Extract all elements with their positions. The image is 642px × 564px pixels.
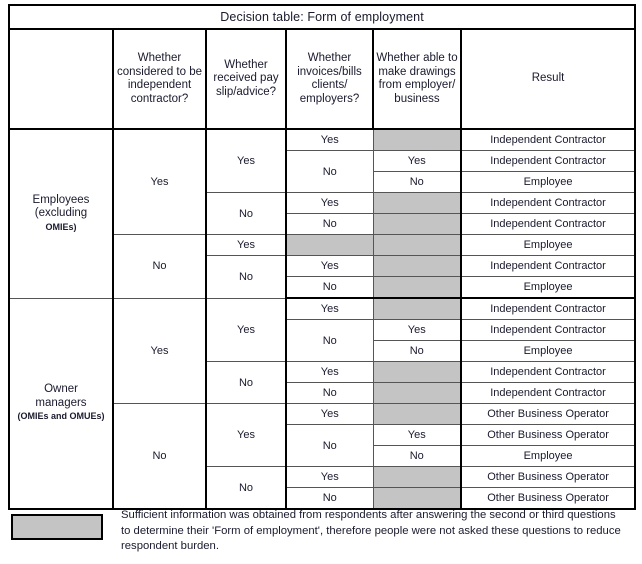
cell-result: Other Business Operator	[461, 488, 635, 510]
legend-text: Sufficient information was obtained from respondents after answering the second or third questions to determine their 'Form of employment', therefore people were not asked these questions to reduce respondent burden.	[121, 509, 621, 552]
cell-q3: No	[286, 151, 373, 193]
cell-q3: Yes	[286, 256, 373, 277]
cell-q3: No	[286, 425, 373, 467]
cell-q4-not-asked	[373, 214, 461, 235]
cell-q3: No	[286, 488, 373, 510]
column-header-q3: Whether invoices/bills clients/ employers?	[286, 29, 373, 129]
column-header-group	[9, 29, 113, 129]
table-row	[9, 129, 635, 151]
cell-result: Employee	[461, 235, 635, 256]
cell-result: Other Business Operator	[461, 425, 635, 446]
cell-result: Employee	[461, 446, 635, 467]
cell-q3: Yes	[286, 467, 373, 488]
cell-result: Independent Contractor	[461, 151, 635, 172]
cell-q4-not-asked	[373, 193, 461, 214]
group-label	[9, 298, 113, 509]
cell-q2: Yes	[206, 404, 286, 467]
cell-result: Employee	[461, 277, 635, 299]
cell-q4-not-asked	[373, 256, 461, 277]
cell-q4-not-asked	[373, 277, 461, 299]
table-header-row	[9, 29, 635, 129]
column-header-q4: Whether able to make drawings from employer/ business	[373, 29, 461, 129]
legend-shaded-swatch	[11, 514, 103, 540]
group-label-main: Owner	[44, 383, 78, 395]
cell-q3: No	[286, 214, 373, 235]
cell-q1: No	[113, 404, 206, 510]
cell-q4-not-asked	[373, 488, 461, 510]
column-header-result: Result	[461, 29, 635, 129]
cell-q4-not-asked	[373, 467, 461, 488]
cell-result: Other Business Operator	[461, 467, 635, 488]
cell-q3-not-asked	[286, 235, 373, 256]
cell-q4: No	[373, 341, 461, 362]
cell-result: Independent Contractor	[461, 193, 635, 214]
table-title: Decision table: Form of employment	[9, 5, 635, 29]
group-label	[9, 129, 113, 298]
cell-q2: No	[206, 467, 286, 510]
cell-q4: Yes	[373, 425, 461, 446]
cell-result: Employee	[461, 341, 635, 362]
cell-result: Independent Contractor	[461, 129, 635, 151]
cell-q2: No	[206, 362, 286, 404]
cell-q4-not-asked	[373, 383, 461, 404]
cell-q3: No	[286, 277, 373, 299]
cell-q3: Yes	[286, 129, 373, 151]
table-title-row	[9, 5, 635, 29]
group-label-main: Employees	[32, 193, 90, 206]
group-label-sub: OMIEs)	[45, 221, 77, 232]
column-header-q2: Whether received pay slip/advice?	[206, 29, 286, 129]
cell-q4-not-asked	[373, 235, 461, 256]
cell-q4: Yes	[373, 320, 461, 341]
cell-q4: Yes	[373, 151, 461, 172]
cell-q1: Yes	[113, 298, 206, 404]
cell-q3: No	[286, 383, 373, 404]
cell-q1: No	[113, 235, 206, 299]
cell-q2: No	[206, 256, 286, 299]
decision-table	[8, 4, 636, 510]
group-label-paren: (excluding	[34, 207, 88, 219]
cell-q3: Yes	[286, 193, 373, 214]
cell-q2: Yes	[206, 235, 286, 256]
cell-q4: No	[373, 172, 461, 193]
group-label-paren: managers	[35, 396, 87, 409]
cell-result: Other Business Operator	[461, 404, 635, 425]
cell-result: Independent Contractor	[461, 256, 635, 277]
cell-q4-not-asked	[373, 298, 461, 320]
legend	[8, 508, 634, 555]
decision-table-body	[9, 5, 635, 509]
cell-result: Independent Contractor	[461, 320, 635, 341]
cell-q2: No	[206, 193, 286, 235]
cell-q3: No	[286, 320, 373, 362]
cell-q2: Yes	[206, 129, 286, 193]
cell-q4-not-asked	[373, 129, 461, 151]
cell-result: Independent Contractor	[461, 362, 635, 383]
cell-q3: Yes	[286, 298, 373, 320]
cell-q3: Yes	[286, 404, 373, 425]
column-header-q1: Whether considered to be independent contractor?	[113, 29, 206, 129]
cell-q2: Yes	[206, 298, 286, 362]
cell-result: Independent Contractor	[461, 214, 635, 235]
cell-q4-not-asked	[373, 404, 461, 425]
cell-q4: No	[373, 446, 461, 467]
group-label-sub: (OMIEs and OMUEs)	[17, 411, 105, 421]
cell-q1: Yes	[113, 129, 206, 235]
cell-q3: Yes	[286, 362, 373, 383]
table-row	[9, 298, 635, 320]
cell-q4-not-asked	[373, 362, 461, 383]
cell-result: Employee	[461, 172, 635, 193]
cell-result: Independent Contractor	[461, 298, 635, 320]
cell-result: Independent Contractor	[461, 383, 635, 404]
